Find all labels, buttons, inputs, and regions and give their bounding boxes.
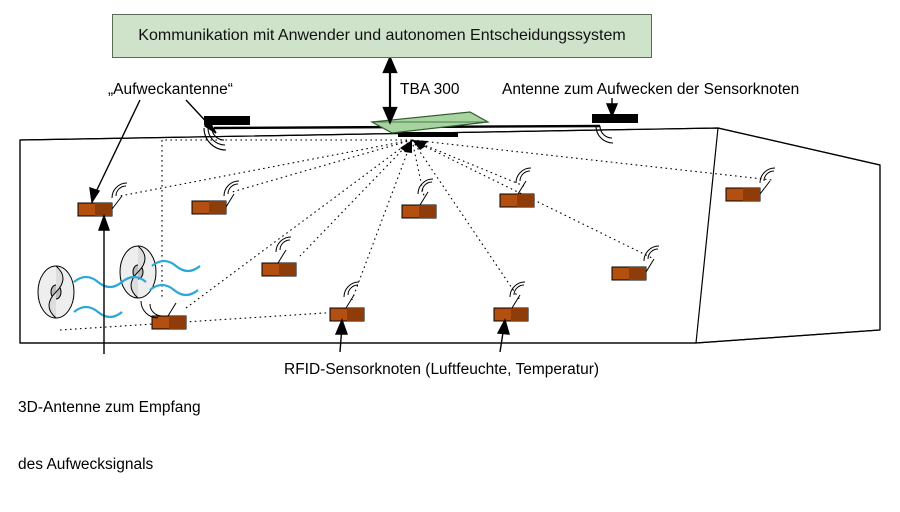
banner-box — [112, 14, 652, 58]
label-wake-sensor-antenna: Antenne zum Aufwecken der Sensorknoten — [502, 81, 800, 98]
label-3d-antenna-line1: 3D-Antenne zum Empfang — [18, 399, 201, 416]
banner-text: Kommunikation mit Anwender und autonomen Entscheidungssystem — [138, 27, 626, 44]
fan-left — [38, 266, 74, 318]
room-box — [20, 128, 880, 343]
label-rfid-nodes: RFID-Sensorknoten (Luftfeuchte, Temperatur) — [284, 361, 600, 378]
label-tba-300: TBA 300 — [400, 81, 460, 98]
tba-link-arrow — [384, 58, 396, 122]
label-3d-antenna — [18, 360, 201, 512]
label-wake-antenna: „Aufweckantenne“ — [108, 81, 233, 98]
label-3d-antenna-line2: des Aufwecksignals — [18, 456, 154, 473]
